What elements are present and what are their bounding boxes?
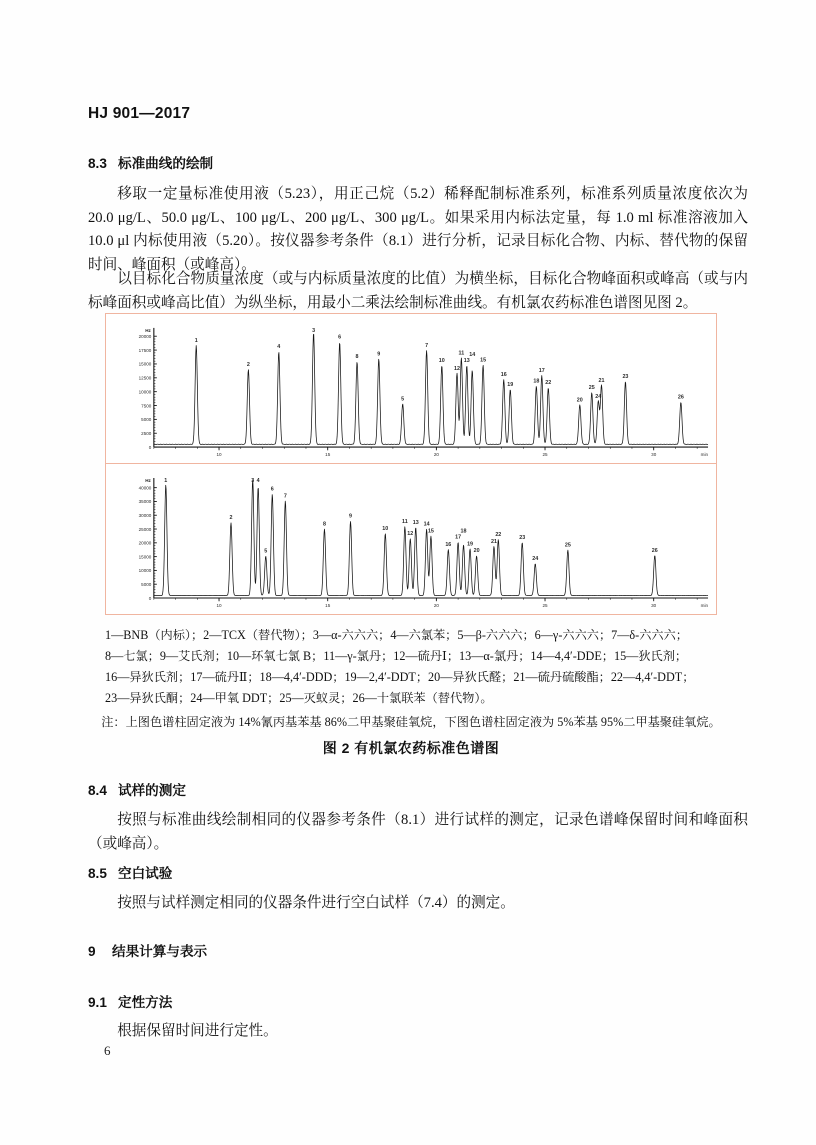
section-8-4-number: 8.4	[88, 783, 107, 798]
svg-text:20000: 20000	[138, 334, 152, 340]
svg-text:10: 10	[216, 602, 222, 609]
svg-text:26: 26	[651, 547, 658, 554]
section-8-3-title: 标准曲线的绘制	[118, 156, 214, 171]
legend-line-1: 1—BNB（内标）；2—TCX（替代物）；3—α-六六六；4—六氯苯；5—β-六六六；6—γ-六六六；7—δ-六六六；	[105, 628, 688, 642]
svg-text:20: 20	[433, 602, 439, 609]
svg-text:0: 0	[148, 595, 152, 601]
svg-text:22: 22	[545, 380, 552, 387]
page-number: 6	[104, 1043, 111, 1058]
svg-text:25000: 25000	[138, 526, 152, 532]
section-9-1-heading	[88, 991, 748, 1011]
svg-text:2: 2	[229, 515, 233, 522]
svg-text:10000: 10000	[138, 568, 152, 574]
upper-chromatogram-plot	[106, 314, 716, 463]
svg-text:17500: 17500	[138, 347, 152, 353]
svg-text:9: 9	[377, 351, 381, 358]
section-8-3-heading	[88, 152, 748, 172]
svg-text:25: 25	[564, 542, 571, 549]
svg-text:17: 17	[455, 534, 462, 541]
svg-text:5: 5	[401, 396, 405, 403]
section-9-1-number: 9.1	[88, 995, 107, 1010]
svg-text:7: 7	[283, 493, 287, 500]
svg-text:16: 16	[500, 371, 507, 378]
upper-chromatogram-panel	[106, 314, 716, 464]
svg-text:15: 15	[480, 357, 487, 364]
svg-text:15000: 15000	[138, 554, 152, 560]
svg-text:3: 3	[312, 327, 316, 334]
document-header: HJ 901—2017	[88, 105, 191, 122]
legend-line-4: 23—异狄氏酮；24—甲氧 DDT；25—灭蚁灵；26—十氯联苯（替代物）。	[105, 690, 493, 705]
section-9-1-paragraph-1: 根据保留时间进行定性。	[117, 1023, 278, 1039]
svg-text:15: 15	[427, 528, 434, 535]
svg-text:min: min	[700, 452, 709, 458]
svg-text:24: 24	[532, 556, 539, 563]
svg-text:22: 22	[495, 531, 502, 538]
svg-text:18: 18	[460, 528, 467, 535]
svg-text:14: 14	[469, 352, 476, 359]
svg-text:2: 2	[246, 361, 250, 368]
section-8-3-number: 8.3	[88, 156, 107, 171]
svg-text:25: 25	[542, 452, 548, 458]
svg-text:5000: 5000	[141, 417, 152, 423]
svg-text:1: 1	[194, 338, 198, 345]
svg-text:20: 20	[576, 397, 583, 404]
section-8-4-title: 试样的测定	[118, 783, 186, 798]
svg-text:15: 15	[325, 452, 331, 458]
svg-text:23: 23	[519, 534, 526, 541]
section-8-4-paragraph-1: 按照与标准曲线绘制相同的仪器参考条件（8.1）进行试样的测定，记录色谱峰保留时间和峰面积（或峰高）。	[88, 812, 748, 852]
svg-text:20: 20	[473, 548, 480, 555]
svg-text:26: 26	[677, 394, 684, 401]
svg-text:4: 4	[277, 344, 281, 351]
svg-text:24: 24	[595, 394, 602, 401]
section-8-5-paragraph-1: 按照与试样测定相同的仪器条件进行空白试样（7.4）的测定。	[117, 895, 515, 911]
svg-text:11: 11	[458, 350, 465, 357]
section-8-4-heading	[88, 779, 748, 799]
figure-2-note: 注：上图色谱柱固定液为 14%氰丙基苯基 86%二甲基聚硅氧烷，下图色谱柱固定液为 5%苯基 95%二甲基聚硅氧烷。	[101, 715, 721, 729]
svg-text:7500: 7500	[141, 403, 152, 409]
section-8-3-paragraph-1: 移取一定量标准使用液（5.23），用正己烷（5.2）稀释配制标准系列，标准系列质量浓度依次为 20.0 μg/L、50.0 μg/L、100 μg/L、200 μg/L、300 μg/L。如果采用内标法定量，每 1.0 ml 标准溶液加入 10.0 μl 内标使用液（5.20）。按仪器参考条件（8.1）进行分析，记录目标化合物、内标、替代物的保留时间、峰面积（或峰高）。	[88, 186, 748, 273]
svg-text:4: 4	[256, 477, 260, 485]
legend-line-3: 16—异狄氏剂；17—硫丹Ⅱ；18—4,4′-DDD；19—2,4′-DDT；20—异狄氏醛；21—硫丹硫酸酯；22—4,4′-DDT；	[105, 669, 695, 684]
svg-text:8: 8	[355, 354, 359, 361]
svg-text:6: 6	[270, 486, 274, 493]
svg-text:10: 10	[382, 526, 389, 533]
section-8-5-title: 空白试验	[118, 866, 173, 881]
svg-text:15000: 15000	[138, 361, 152, 367]
svg-text:30: 30	[651, 602, 657, 609]
svg-text:23: 23	[622, 374, 629, 381]
svg-text:5000: 5000	[141, 582, 152, 588]
svg-text:35000: 35000	[138, 499, 152, 505]
svg-text:12: 12	[454, 365, 461, 372]
svg-text:25: 25	[588, 385, 595, 392]
svg-text:11: 11	[402, 518, 408, 525]
svg-text:12500: 12500	[138, 375, 152, 381]
svg-text:7: 7	[425, 343, 429, 350]
svg-text:19: 19	[467, 541, 474, 548]
svg-text:1: 1	[164, 477, 168, 485]
svg-text:20000: 20000	[138, 540, 152, 546]
svg-text:Hz: Hz	[145, 327, 151, 333]
section-9-number: 9	[88, 944, 96, 959]
figure-2-chromatograms	[105, 313, 717, 615]
svg-text:9: 9	[349, 513, 353, 520]
svg-text:13: 13	[463, 358, 470, 365]
svg-text:25: 25	[542, 602, 548, 609]
svg-text:8: 8	[322, 521, 326, 528]
svg-text:21: 21	[490, 538, 497, 545]
svg-text:16: 16	[445, 542, 452, 549]
svg-text:19: 19	[507, 381, 514, 388]
svg-text:20: 20	[433, 452, 439, 458]
svg-text:30: 30	[651, 452, 657, 458]
svg-text:40000: 40000	[138, 485, 152, 491]
section-8-5-number: 8.5	[88, 866, 107, 881]
svg-text:5: 5	[264, 548, 268, 555]
legend-line-2: 8—七氯；9—艾氏剂；10—环氧七氯 B；11—γ-氯丹；12—硫丹Ⅰ；13—α-氯丹；14—4,4′-DDE；15—狄氏剂；	[105, 648, 688, 663]
section-9-title: 结果计算与表示	[112, 944, 208, 959]
svg-text:14: 14	[423, 521, 430, 528]
svg-text:2500: 2500	[141, 431, 152, 437]
figure-2-legend	[105, 625, 717, 709]
svg-text:30000: 30000	[138, 513, 152, 519]
svg-text:Hz: Hz	[145, 477, 151, 484]
svg-text:17: 17	[538, 368, 545, 375]
svg-text:0: 0	[148, 444, 152, 450]
lower-chromatogram-plot	[106, 464, 716, 614]
svg-text:3: 3	[251, 477, 255, 485]
svg-text:15: 15	[325, 602, 331, 609]
svg-text:6: 6	[338, 334, 342, 341]
svg-text:13: 13	[412, 519, 419, 526]
svg-text:10: 10	[438, 358, 445, 365]
section-8-3-paragraph-2: 以目标化合物质量浓度（或与内标质量浓度的比值）为横坐标，目标化合物峰面积或峰高（或与内标峰面积或峰高比值）为纵坐标，用最小二乘法绘制标准曲线。有机氯农药标准色谱图见图 2。	[88, 271, 748, 311]
svg-text:min: min	[700, 602, 709, 609]
svg-text:10000: 10000	[138, 389, 152, 395]
section-9-heading	[88, 940, 748, 960]
svg-text:12: 12	[407, 531, 414, 538]
svg-text:21: 21	[598, 377, 605, 384]
svg-text:10: 10	[216, 452, 222, 458]
section-8-5-heading	[88, 862, 748, 882]
lower-chromatogram-panel	[106, 464, 716, 614]
svg-text:18: 18	[533, 378, 540, 385]
figure-2-caption: 图 2 有机氯农药标准色谱图	[322, 740, 500, 756]
section-9-1-title: 定性方法	[118, 995, 173, 1010]
